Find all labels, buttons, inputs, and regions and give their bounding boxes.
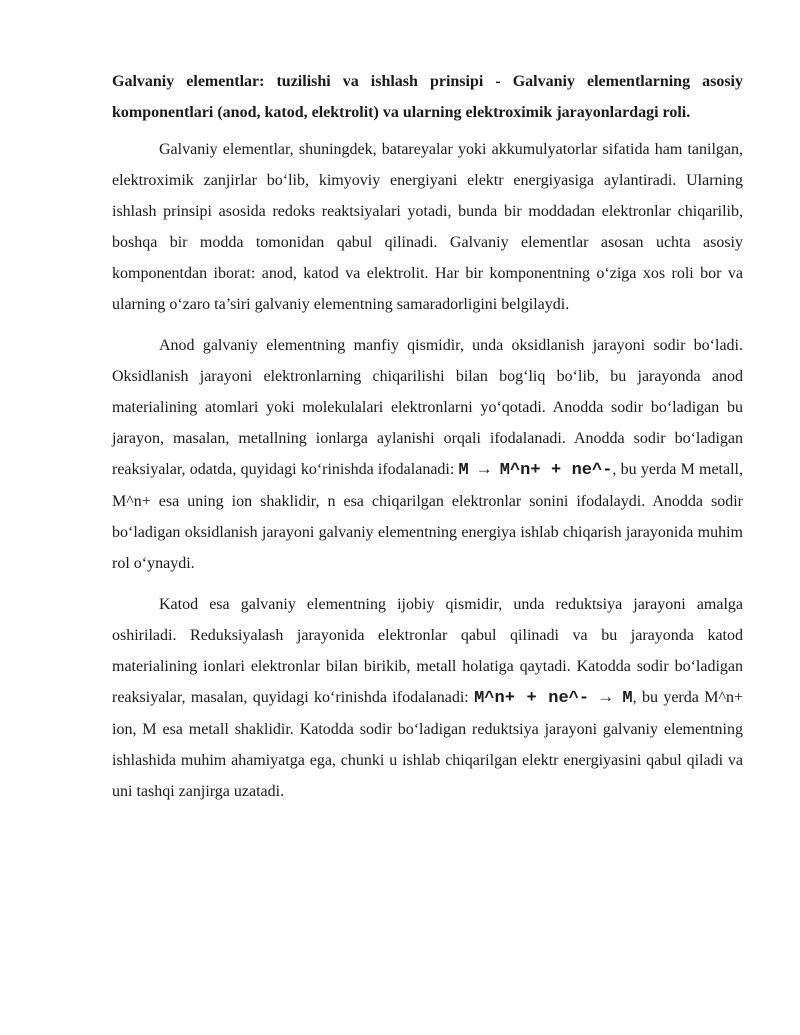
document-title: Galvaniy elementlar: tuzilishi va ishlash prinsipi - Galvaniy elementlarning asosiy komponentlari (anod, katod, elektrolit) va ularning elektroximik jarayonlardagi roli. [112,73,743,121]
paragraph-anode [112,330,743,579]
document-page [112,66,743,817]
paragraph-intro-text: Galvaniy elementlar, shuningdek, batareyalar yoki akkumulyatorlar sifatida ham tanilgan, elektroximik zanjirlar bo‘lib, kimyoviy energiyani elektr energiyasiga aylantiradi. Ularning ishlash prinsipi asosida redoks reaktsiyalari yotadi, bunda bir moddadan elektronlar chiqarilib, boshqa bir modda tomonidan qabul qilinadi. Galvaniy elementlar asosan uchta asosiy komponentdan iborat: anod, katod va elektrolit. Har bir komponentning o‘ziga xos roli bor va ularning o‘zaro ta’siri galvaniy elementning samaradorligini belgilaydi. [112,141,743,313]
anode-reaction-formula: M → M^n+ + ne^- [458,461,613,480]
anode-text-after: , bu yerda M metall, M^n+ esa uning ion shaklidir, n esa chiqarilgan elektronlar sonini ifodalaydi. Anodda sodir bo‘ladigan oksidlanish jarayoni galvaniy elementning energiya ishlab chiqarish jarayonida muhim rol o‘ynaydi. [112,461,743,572]
paragraph-cathode [112,589,743,807]
cathode-reaction-formula: M^n+ + ne^- → M [474,689,633,708]
anode-text-before: Anod galvaniy elementning manfiy qismidir, unda oksidlanish jarayoni sodir bo‘ladi. Oksidlanish jarayoni elektronlarning chiqarilishi bilan bog‘liq bo‘lib, bu jarayonda anod materialining atomlari yoki molekulalari elektronlarni yo‘qotadi. Anodda sodir bo‘ladigan bu jarayon, masalan, metallning ionlarga aylanishi orqali ifodalanadi. Anodda sodir bo‘ladigan reaksiyalar, odatda, quyidagi ko‘rinishda ifodalanadi: [112,337,743,478]
cathode-text-after: , bu yerda M^n+ ion, M esa metall shaklidir. Katodda sodir bo‘ladigan reduktsiya jarayoni galvaniy elementning ishlashida muhim ahamiyatga ega, chunki u ishlab chiqarilgan elektr energiyasini qabul qiladi va uni tashqi zanjirga uzatadi. [112,689,743,800]
cathode-text-before: Katod esa galvaniy elementning ijobiy qismidir, unda reduktsiya jarayoni amalga oshiriladi. Reduksiyalash jarayonida elektronlar qabul qilinadi va bu jarayonda katod materialining ionlari elektronlar bilan birikib, metall holatiga qaytadi. Katodda sodir bo‘ladigan reaksiyalar, masalan, quyidagi ko‘rinishda ifodalanadi: [112,596,743,706]
paragraph-intro [112,134,743,320]
